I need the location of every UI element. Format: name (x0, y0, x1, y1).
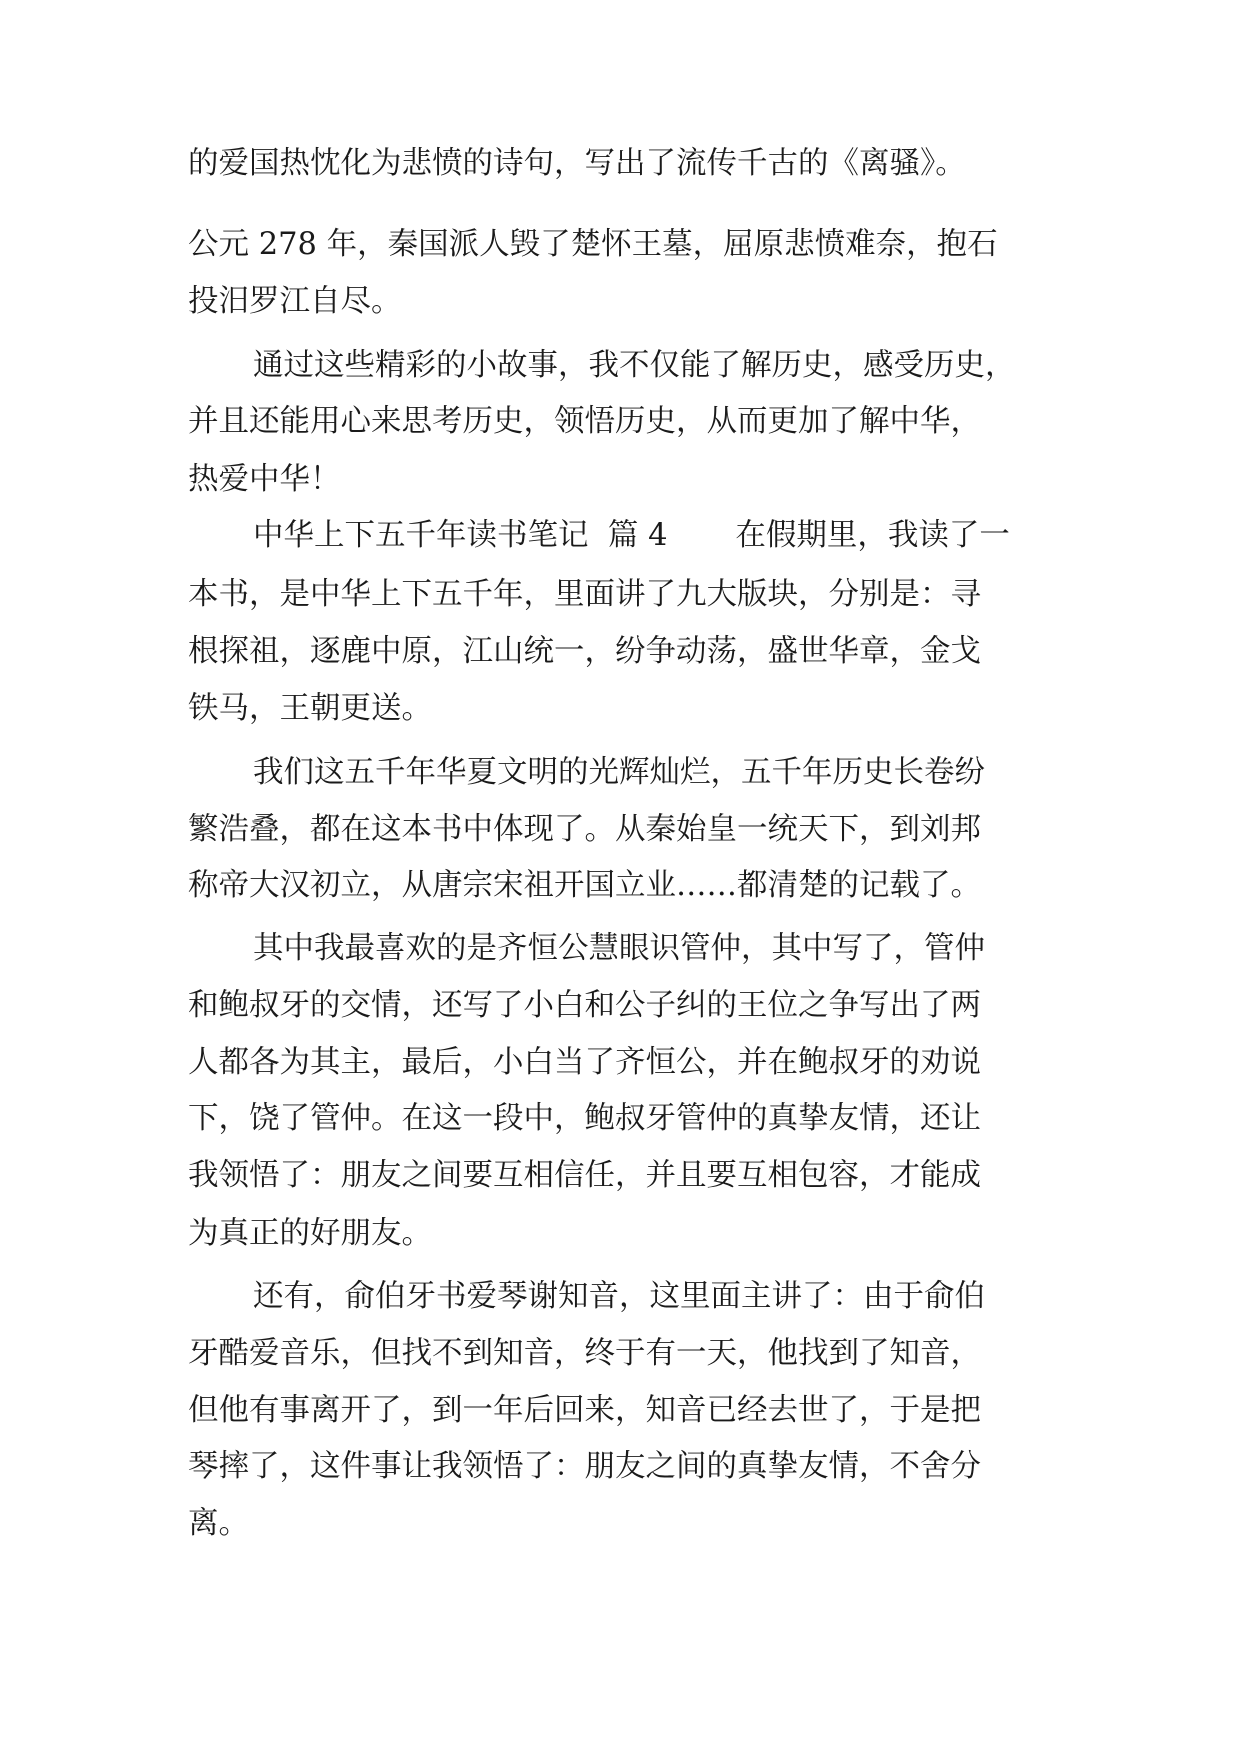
text-line: 牙酷爱音乐，但找不到知音，终于有一天，他找到了知音， (188, 1336, 981, 1371)
text-line: 中华上下五千年读书笔记 篇 4 在假期里，我读了一 (253, 518, 1010, 553)
text-line: 热爱中华！ (188, 462, 341, 497)
text-line: 繁浩叠，都在这本书中体现了。从秦始皇一统天下，到刘邦 (188, 812, 981, 847)
text-line: 人都各为其主，最后，小白当了齐恒公，并在鲍叔牙的劝说 (188, 1045, 981, 1080)
text-line: 离。 (188, 1506, 249, 1541)
text-line: 还有，俞伯牙书爱琴谢知音，这里面主讲了：由于俞伯 (253, 1279, 985, 1314)
text-line: 为真正的好朋友。 (188, 1216, 432, 1251)
text-line: 投汨罗江自尽。 (188, 284, 402, 319)
text-line: 但他有事离开了，到一年后回来，知音已经去世了，于是把 (188, 1393, 981, 1428)
text-line: 下，饶了管仲。在这一段中，鲍叔牙管仲的真挚友情，还让 (188, 1101, 981, 1136)
text-line: 我领悟了：朋友之间要互相信任，并且要互相包容，才能成 (188, 1158, 981, 1193)
text-line: 我们这五千年华夏文明的光辉灿烂，五千年历史长卷纷 (253, 755, 985, 790)
text-line: 其中我最喜欢的是齐恒公慧眼识管仲，其中写了，管仲 (253, 931, 985, 966)
text-line: 铁马，王朝更送。 (188, 691, 432, 726)
text-line: 根探祖，逐鹿中原，江山统一，纷争动荡，盛世华章，金戈 (188, 634, 981, 669)
text-line: 称帝大汉初立，从唐宗宋祖开国立业……都清楚的记载了。 (188, 868, 981, 903)
text-line: 通过这些精彩的小故事，我不仅能了解历史，感受历史， (253, 348, 1016, 383)
text-line: 并且还能用心来思考历史，领悟历史，从而更加了解中华， (188, 404, 981, 439)
text-line: 和鲍叔牙的交情，还写了小白和公子纠的王位之争写出了两 (188, 988, 981, 1023)
text-line: 琴摔了，这件事让我领悟了：朋友之间的真挚友情，不舍分 (188, 1449, 981, 1484)
text-line: 公元 278 年，秦国派人毁了楚怀王墓，屈原悲愤难奈，抱石 (188, 227, 998, 262)
text-line: 的爱国热忱化为悲愤的诗句，写出了流传千古的《离骚》。 (188, 146, 966, 181)
text-line: 本书，是中华上下五千年，里面讲了九大版块，分别是：寻 (188, 577, 981, 612)
